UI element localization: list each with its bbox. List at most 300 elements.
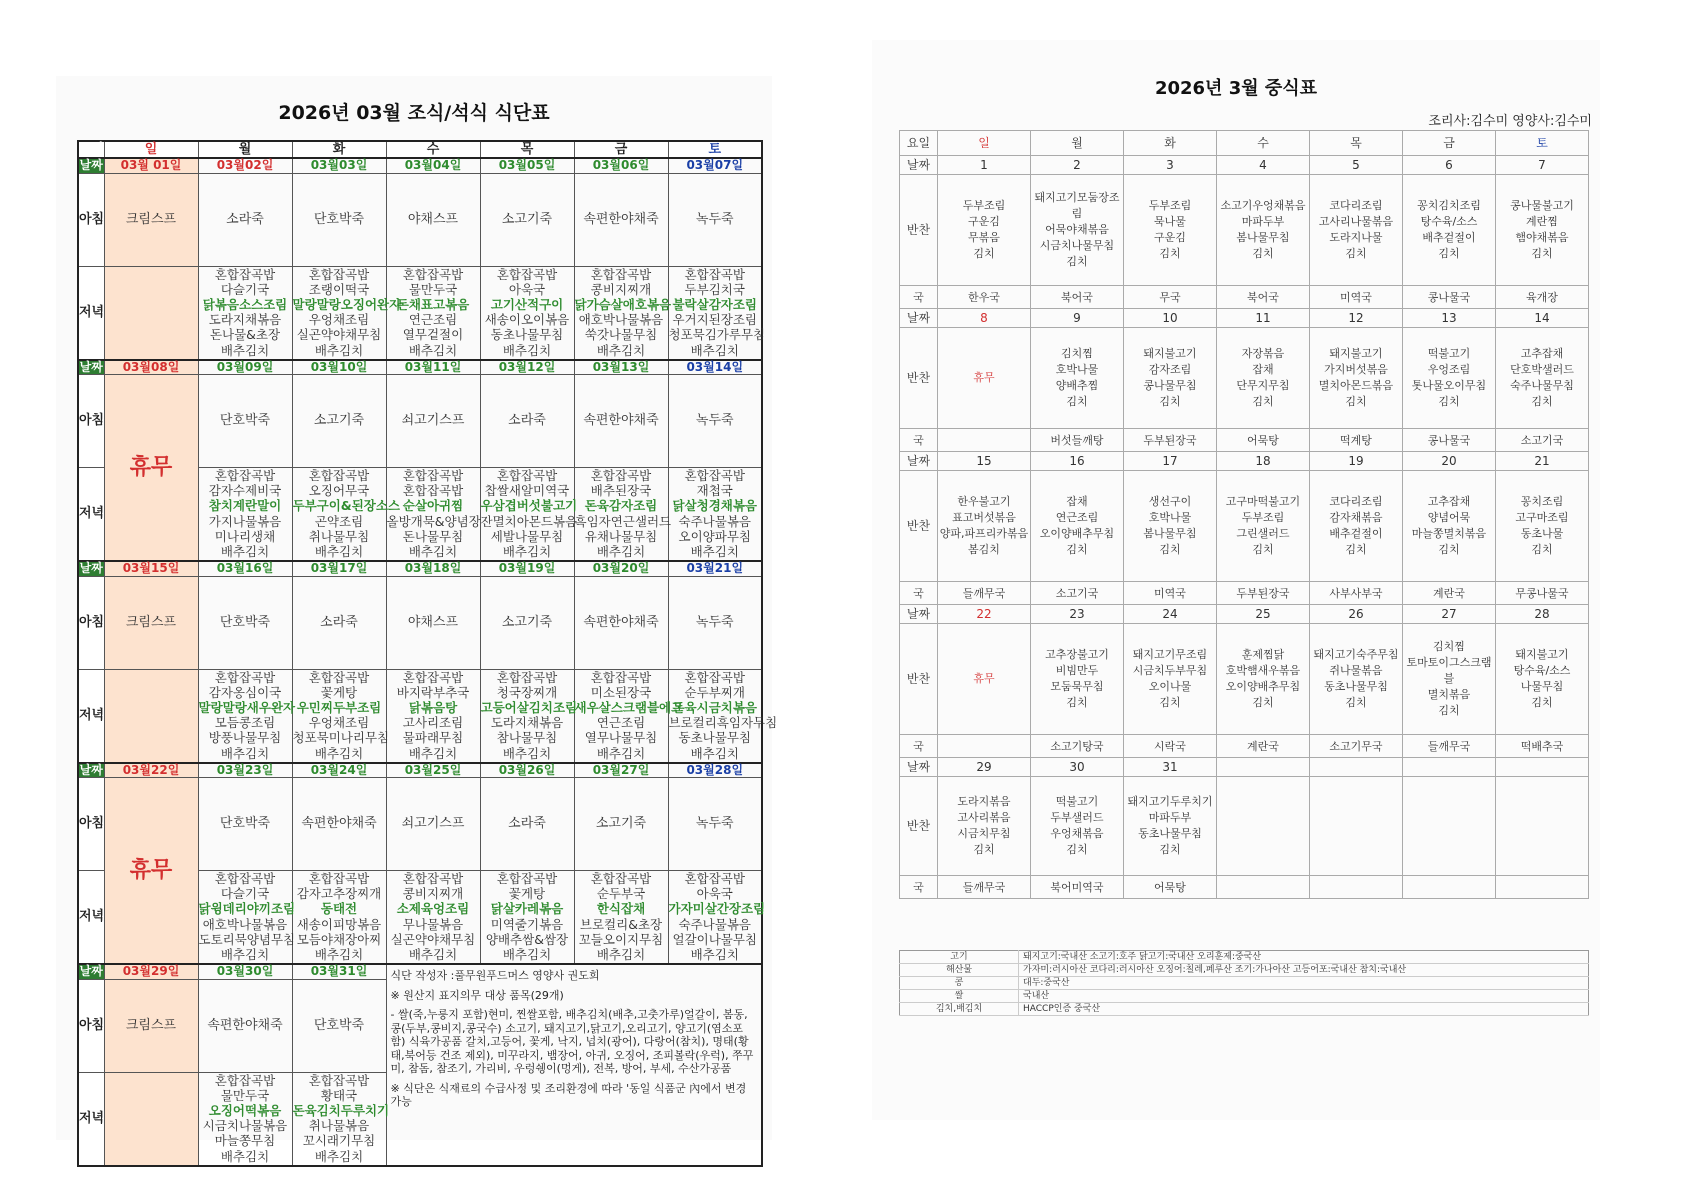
lunch-side-item: 김치	[973, 843, 995, 856]
dinner-item: 혼합잡곡밥	[684, 669, 745, 685]
lunch-side-cell	[1031, 175, 1124, 286]
dinner-item: 꼬시래기무침	[302, 1133, 376, 1149]
lunch-side-cell	[1217, 624, 1310, 735]
dinner-item: 배추김치	[220, 342, 270, 358]
breakfast-cell: 단호박죽	[198, 778, 292, 871]
dinner-item: 취나물무침	[308, 528, 370, 544]
lunch-side-item: 김치	[1438, 704, 1460, 717]
dinner-cell	[292, 669, 390, 763]
lunch-side-item: 동초나물	[1520, 527, 1564, 540]
date-cell: 03월09일	[198, 360, 292, 375]
date-cell: 03월04일	[386, 158, 480, 173]
breakfast-cell: 속편한야채죽	[292, 778, 386, 871]
dinner-row	[78, 669, 762, 763]
lunch-side-item: 김치	[1066, 696, 1088, 709]
lunch-side-cell	[1496, 777, 1589, 876]
breakfast-dinner-menu-panel	[56, 76, 778, 1164]
dinner-item: 배추김치	[314, 1148, 364, 1164]
lunch-side-item: 호박나물	[1148, 511, 1192, 524]
dinner-item: 꼬들오이지무침	[578, 931, 664, 947]
dinner-item: 배추김치	[314, 342, 364, 358]
lunch-date-cell: 18	[1217, 452, 1310, 471]
note-origin-title: ※ 원산지 표지의무 대상 품목(29개)	[390, 988, 564, 1002]
dinner-cell	[104, 266, 198, 360]
lunch-side-cell	[938, 175, 1031, 286]
weekday-header: 수	[386, 141, 480, 158]
lunch-side-cell	[1310, 328, 1403, 429]
dinner-item: 세발나물무침	[490, 528, 564, 544]
dinner-cell	[574, 266, 672, 360]
lunch-side-item: 휴무	[973, 672, 995, 685]
dinner-item: 배추김치	[596, 544, 646, 560]
lunch-soup-cell: 버섯들깨탕	[1031, 429, 1124, 452]
date-row-label: 날짜	[79, 359, 103, 374]
dinner-item: 연근조림	[408, 312, 458, 328]
lunch-side-item: 돼지고기무조림	[1132, 648, 1208, 661]
lunch-date-cell: 29	[938, 758, 1031, 777]
lunch-side-item: 호박햄새우볶음	[1225, 664, 1301, 677]
left-table-body	[78, 158, 778, 1166]
lunch-weekday-header: 금	[1403, 131, 1496, 156]
lunch-side-item: 숙주나물무침	[1510, 379, 1574, 392]
breakfast-dinner-table	[77, 140, 778, 1167]
dinner-item: 우거지된장조림	[672, 312, 758, 328]
lunch-side-cell	[1310, 471, 1403, 582]
dinner-item: 실곤약야채무침	[296, 327, 382, 343]
dinner-item: 새송이피망볶음	[296, 916, 382, 932]
lunch-date-cell	[1310, 758, 1403, 777]
lunch-side-item: 떡불고기	[1427, 347, 1471, 360]
lunch-side-item: 콩나물무침	[1143, 379, 1197, 392]
lunch-side-item: 고사리볶음	[957, 811, 1011, 824]
lunch-weekday-header: 화	[1124, 131, 1217, 156]
dinner-item: 배추김치	[502, 544, 552, 560]
breakfast-cell: 소라죽	[198, 173, 292, 266]
lunch-soup-cell: 계란국	[1403, 582, 1496, 605]
lunch-side-item: 김치	[1159, 395, 1181, 408]
dinner-item: 배추김치	[502, 342, 552, 358]
lunch-side-item: 김치	[1252, 696, 1274, 709]
dinner-item: 배추김치	[220, 544, 270, 560]
dinner-cell	[292, 1072, 390, 1166]
lunch-side-item: 단호박샐러드	[1510, 363, 1574, 376]
date-row-label: 날짜	[79, 561, 103, 575]
dinner-item: 브로컬리흑임자무침	[668, 715, 778, 731]
lunch-side-item: 연근조림	[1055, 511, 1099, 524]
dinner-item: 혼합잡곡밥	[496, 468, 558, 483]
lunch-side-cell	[1217, 471, 1310, 582]
lunch-side-item: 토마토이그스크램블	[1406, 656, 1492, 685]
breakfast-row-label: 아침	[78, 173, 104, 266]
lunch-soup-row	[900, 582, 1589, 605]
lunch-side-cell	[1031, 624, 1124, 735]
lunch-side-item: 김치찜	[1433, 640, 1465, 653]
date-cell: 03월14일	[668, 360, 762, 375]
origin-value: 돼지고기:국내산 소고기:호주 닭고기:국내산 오리훈제:중국산	[1019, 951, 1589, 964]
dinner-item: 혼합잡곡밥	[308, 669, 370, 685]
lunch-side-cell	[1031, 471, 1124, 582]
dinner-item: 마늘쫑무침	[214, 1133, 276, 1149]
dinner-item: 우엉채조림	[308, 312, 370, 328]
breakfast-cell: 소라죽	[292, 576, 386, 669]
lunch-soup-cell: 어묵탕	[1217, 429, 1310, 452]
lunch-side-item: 도라지볶음	[957, 795, 1011, 808]
dinner-item: 참나물무침	[496, 730, 558, 746]
lunch-side-item: 김치	[1252, 247, 1274, 260]
dinner-item: 미소된장국	[590, 684, 652, 700]
lunch-side-item: 김치	[1531, 696, 1553, 709]
origin-value: 대두:중국산	[1019, 977, 1589, 990]
lunch-side-item: 김치	[1066, 395, 1088, 408]
lunch-side-item: 봄나물무침	[1236, 231, 1290, 244]
dinner-item: 무나물볶음	[402, 916, 464, 932]
date-cell: 03월19일	[480, 561, 574, 576]
breakfast-cell: 속편한야채죽	[574, 576, 668, 669]
weekday-label-header: 요일	[79, 141, 105, 157]
dinner-item: 혼합잡곡밥	[214, 266, 276, 282]
lunch-soup-row	[900, 286, 1589, 309]
dinner-cell	[198, 669, 296, 763]
dinner-cell	[292, 871, 386, 965]
lunch-side-item: 두부조림	[1241, 511, 1285, 524]
lunch-side-item: 봄나물무침	[1143, 527, 1197, 540]
lunch-side-item: 동초나물무침	[1138, 827, 1202, 840]
origin-key: 고기	[900, 951, 1019, 964]
lunch-side-item: 도라지나물	[1329, 231, 1383, 244]
lunch-date-cell: 13	[1403, 309, 1496, 328]
date-cell: 03월25일	[386, 763, 480, 778]
lunch-side-cell	[938, 328, 1031, 429]
note-author: 식단 작성자 :풀무원푸드머스 영양사 권도희	[390, 969, 600, 982]
lunch-side-item: 양파,파프리카볶음	[939, 527, 1029, 540]
lunch-side-cell	[1031, 777, 1124, 876]
date-cell: 03월17일	[292, 561, 386, 576]
date-cell: 03월22일	[104, 763, 198, 778]
dinner-item: 혼합잡곡밥	[496, 266, 558, 282]
date-row	[78, 763, 762, 778]
dinner-cell	[386, 871, 480, 965]
date-row	[78, 360, 762, 375]
dinner-cell	[668, 871, 766, 965]
lunch-date-cell: 28	[1496, 605, 1589, 624]
dinner-item: 오이양파무침	[678, 528, 751, 544]
dinner-cell	[386, 468, 480, 562]
dinner-item: 배추김치	[314, 947, 364, 963]
lunch-side-row	[900, 328, 1589, 429]
weekday-header-row	[78, 141, 762, 158]
lunch-date-cell: 30	[1031, 758, 1124, 777]
dinner-item: 배추김치	[408, 745, 458, 761]
breakfast-row-label: 아침	[78, 979, 104, 1072]
dinner-item: 배추김치	[690, 947, 739, 963]
lunch-menu-title: 2026년 3월 중식표	[1154, 78, 1318, 99]
dinner-item: 배추김치	[408, 544, 458, 560]
dinner-item: 아욱국	[508, 281, 546, 297]
dinner-item: 혼합잡곡밥	[684, 871, 745, 886]
date-row	[78, 158, 762, 173]
dinner-item: 가지나물볶음	[208, 513, 282, 529]
dinner-cell	[386, 669, 480, 763]
dinner-item: 혼합잡곡밥	[308, 1072, 370, 1088]
lunch-soup-cell: 소고기국	[1496, 429, 1589, 452]
lunch-side-item: 동초나물무침	[1324, 680, 1388, 693]
date-cell: 03월20일	[574, 561, 668, 576]
lunch-side-item: 휴무	[973, 371, 995, 384]
date-cell: 03월23일	[198, 763, 292, 778]
breakfast-row-label: 아침	[78, 778, 104, 871]
date-cell: 03월08일	[104, 360, 198, 375]
breakfast-cell: 야채스프	[386, 576, 480, 669]
date-cell: 03월15일	[104, 561, 198, 576]
dinner-item: 혼합잡곡밥	[214, 871, 276, 886]
lunch-soup-cell: 북어국	[1217, 286, 1310, 309]
lunch-side-item: 김치	[1438, 247, 1460, 260]
date-cell: 03월29일	[104, 964, 198, 979]
lunch-soup-cell: 들깨무국	[938, 582, 1031, 605]
lunch-side-item: 호박나물	[1055, 363, 1099, 376]
lunch-side-item: 김치	[1252, 543, 1274, 556]
breakfast-cell: 크림스프	[104, 576, 198, 669]
lunch-date-cell	[1496, 758, 1589, 777]
dinner-item: 혼합잡곡밥	[402, 266, 464, 282]
dinner-item: 혼합잡곡밥	[590, 871, 652, 886]
weekday-header: 금	[574, 141, 668, 158]
lunch-soup-cell	[1310, 876, 1403, 899]
dinner-item: 혼합잡곡밥	[402, 669, 464, 685]
dinner-item: 돈채표고볶음	[396, 296, 470, 312]
dinner-item: 돈나물&초장	[209, 327, 281, 343]
breakfast-cell: 소고기죽	[480, 576, 574, 669]
lunch-soup-cell	[1217, 876, 1310, 899]
lunch-side-item: 자장볶음	[1241, 347, 1285, 360]
lunch-soup-label: 국	[900, 735, 938, 758]
lunch-side-item: 김치	[1066, 543, 1088, 556]
lunch-side-item: 생선구이	[1148, 495, 1192, 508]
lunch-side-item: 시금치두부무침	[1132, 664, 1208, 677]
lunch-soup-label: 국	[900, 286, 938, 309]
lunch-side-item: 소고기우엉채볶음	[1220, 199, 1306, 212]
lunch-soup-cell: 소고기국	[1031, 582, 1124, 605]
dinner-item: 올방개묵&양념장	[386, 513, 481, 529]
lunch-side-label: 반찬	[900, 175, 938, 286]
lunch-side-item: 우엉조림	[1427, 363, 1471, 376]
lunch-side-item: 묵나물	[1154, 215, 1186, 228]
dinner-item: 동초나물무침	[490, 327, 564, 343]
lunch-side-item: 쥐나물볶음	[1329, 664, 1383, 677]
dinner-item: 혼합잡곡밥	[496, 669, 558, 685]
origin-value: 국내산	[1019, 990, 1589, 1003]
dinner-cell	[292, 266, 402, 360]
dinner-item: 찹쌀새알미역국	[484, 483, 570, 499]
dinner-item: 배추된장국	[590, 483, 652, 499]
lunch-side-item: 돼지불고기	[1329, 347, 1383, 360]
dinner-item: 애호박나물볶음	[202, 916, 288, 932]
dinner-item: 아욱국	[696, 886, 733, 902]
dinner-item: 닭윙데리야끼조림	[198, 901, 296, 917]
breakfast-cell: 소라죽	[480, 375, 574, 468]
lunch-side-item: 단무지무침	[1236, 379, 1290, 392]
dinner-item: 가자미살간장조림	[668, 901, 766, 917]
dinner-cell	[386, 266, 480, 360]
lunch-side-item: 구운김	[968, 215, 1000, 228]
lunch-date-row	[900, 758, 1589, 777]
dinner-item: 다슬기국	[220, 281, 270, 297]
lunch-side-item: 김치	[1159, 247, 1181, 260]
lunch-side-row	[900, 624, 1589, 735]
lunch-side-cell	[1124, 624, 1217, 735]
dinner-item: 두부구이&된장소스	[292, 498, 401, 514]
lunch-side-cell	[938, 471, 1031, 582]
lunch-side-item: 돼지고기모둠장조림	[1034, 191, 1120, 220]
dinner-row	[78, 266, 762, 360]
lunch-side-item: 김치	[1438, 543, 1460, 556]
lunch-date-cell: 5	[1310, 156, 1403, 175]
lunch-side-item: 잡채	[1066, 495, 1088, 508]
breakfast-cell: 속편한야채죽	[198, 979, 292, 1072]
weekday-header: 월	[198, 141, 292, 158]
dinner-item: 배추김치	[314, 544, 364, 560]
lunch-soup-cell: 두부된장국	[1124, 429, 1217, 452]
dinner-item: 청국장찌개	[496, 684, 558, 700]
lunch-side-item: 김치	[1531, 395, 1553, 408]
lunch-soup-cell	[938, 429, 1031, 452]
dinner-item: 닭볶음소스조림	[202, 296, 288, 312]
dinner-item: 흑임자연근샐러드	[574, 513, 672, 529]
dinner-item: 얼갈이나물무침	[672, 931, 758, 947]
lunch-side-cell	[938, 624, 1031, 735]
dinner-item: 돈육시금치볶음	[672, 699, 758, 715]
lunch-side-item: 김치	[1345, 247, 1367, 260]
dinner-row-label: 저녁	[78, 1072, 104, 1166]
dinner-item: 혼합잡곡밥	[590, 468, 652, 483]
lunch-date-cell	[1403, 758, 1496, 777]
breakfast-row	[78, 778, 762, 871]
lunch-weekday-header: 일	[938, 131, 1031, 156]
dinner-cell	[198, 468, 292, 562]
lunch-date-cell: 24	[1124, 605, 1217, 624]
dinner-item: 취나물볶음	[308, 1118, 370, 1134]
lunch-soup-cell: 어묵탕	[1124, 876, 1217, 899]
dinner-item: 콩비지찌개	[402, 886, 464, 902]
lunch-side-cell	[1403, 624, 1496, 735]
lunch-side-item: 떡불고기	[1055, 795, 1099, 808]
lunch-side-label: 반찬	[900, 624, 938, 735]
dinner-cell	[198, 1072, 292, 1166]
lunch-side-item: 멸치아몬드볶음	[1318, 379, 1394, 392]
breakfast-cell: 녹두죽	[668, 778, 762, 871]
lunch-date-cell: 31	[1124, 758, 1217, 777]
lunch-date-cell: 23	[1031, 605, 1124, 624]
lunch-side-item: 마파두부	[1148, 811, 1192, 824]
date-cell: 03월 01일	[104, 158, 198, 173]
lunch-side-item: 우엉채볶음	[1050, 827, 1104, 840]
lunch-side-item: 봄김치	[968, 543, 1000, 556]
lunch-soup-label: 국	[900, 429, 938, 452]
lunch-date-cell: 4	[1217, 156, 1310, 175]
lunch-side-item: 감자채볶음	[1329, 511, 1383, 524]
dinner-item: 순살아귀찜	[402, 498, 464, 514]
lunch-side-label: 반찬	[900, 777, 938, 876]
lunch-side-item: 가지버섯볶음	[1324, 363, 1388, 376]
dinner-item: 배추김치	[690, 745, 739, 761]
lunch-soup-cell: 소고기무국	[1310, 735, 1403, 758]
lunch-side-label: 반찬	[900, 328, 938, 429]
lunch-side-item: 돼지고기두루치기	[1127, 795, 1213, 808]
dinner-row-label: 저녁	[78, 468, 104, 562]
lunch-side-item: 감자조림	[1148, 363, 1192, 376]
dinner-item: 돈육김치두루치기	[292, 1102, 390, 1118]
lunch-date-cell: 25	[1217, 605, 1310, 624]
dinner-item: 배추김치	[502, 947, 552, 963]
lunch-side-item: 고추잡채	[1520, 347, 1564, 360]
dinner-item: 동태전	[320, 901, 358, 917]
lunch-side-item: 김치	[1438, 395, 1460, 408]
dinner-item: 혼합잡곡밥	[402, 468, 464, 483]
dinner-cell	[480, 266, 574, 360]
origin-value: HACCP인증 중국산	[1019, 1003, 1589, 1016]
lunch-menu-panel	[872, 40, 1600, 1120]
origin-row	[900, 964, 1589, 977]
lunch-side-item: 두부조림	[1148, 199, 1192, 212]
dinner-item: 혼합잡곡밥	[402, 483, 464, 499]
date-cell: 03월03일	[292, 158, 386, 173]
dinner-item: 배추김치	[690, 544, 739, 560]
dinner-item: 고기산적구이	[490, 296, 564, 312]
lunch-side-cell	[1403, 328, 1496, 429]
dinner-item: 미나리생채	[214, 528, 276, 544]
dinner-item: 연근조림	[596, 715, 646, 731]
weekday-header: 일	[104, 141, 198, 158]
lunch-date-cell: 7	[1496, 156, 1589, 175]
dinner-cell	[104, 1072, 198, 1166]
dinner-cell	[668, 468, 762, 562]
lunch-side-cell	[938, 777, 1031, 876]
lunch-side-item: 오이나물	[1148, 680, 1192, 693]
breakfast-row	[78, 173, 762, 266]
dinner-item: 오징어무국	[308, 483, 370, 499]
lunch-soup-cell: 계란국	[1217, 735, 1310, 758]
dinner-item: 새우살스크램블에그	[574, 699, 684, 715]
lunch-side-item: 배추겉절이	[1422, 231, 1476, 244]
lunch-date-cell: 17	[1124, 452, 1217, 471]
lunch-soup-row	[900, 735, 1589, 758]
dinner-item: 양배추쌈&쌈장	[485, 931, 569, 947]
breakfast-cell: 단호박죽	[198, 576, 292, 669]
date-cell: 03월21일	[668, 561, 762, 576]
lunch-weekday-header: 월	[1031, 131, 1124, 156]
lunch-side-item: 양배추찜	[1055, 379, 1099, 392]
lunch-side-cell	[1403, 175, 1496, 286]
lunch-date-label: 날짜	[900, 156, 938, 175]
lunch-side-cell	[1310, 624, 1403, 735]
dinner-item: 말랑말랑새우완자	[198, 699, 296, 715]
dinner-item: 배추김치	[596, 745, 646, 761]
dinner-item: 감자옹심이국	[208, 684, 282, 700]
lunch-weekday-header: 목	[1310, 131, 1403, 156]
dinner-cell	[574, 871, 668, 965]
lunch-side-item: 콩나물불고기	[1510, 199, 1574, 212]
lunch-side-item: 김치	[1159, 696, 1181, 709]
date-row	[78, 561, 762, 576]
lunch-date-cell: 2	[1031, 156, 1124, 175]
lunch-date-cell: 16	[1031, 452, 1124, 471]
lunch-side-item: 고구마조림	[1515, 511, 1569, 524]
lunch-date-cell: 12	[1310, 309, 1403, 328]
dinner-item: 열무겉절이	[402, 327, 464, 343]
origin-key: 쌀	[900, 990, 1019, 1003]
lunch-side-item: 시금치무침	[957, 827, 1011, 840]
lunch-side-row	[900, 471, 1589, 582]
